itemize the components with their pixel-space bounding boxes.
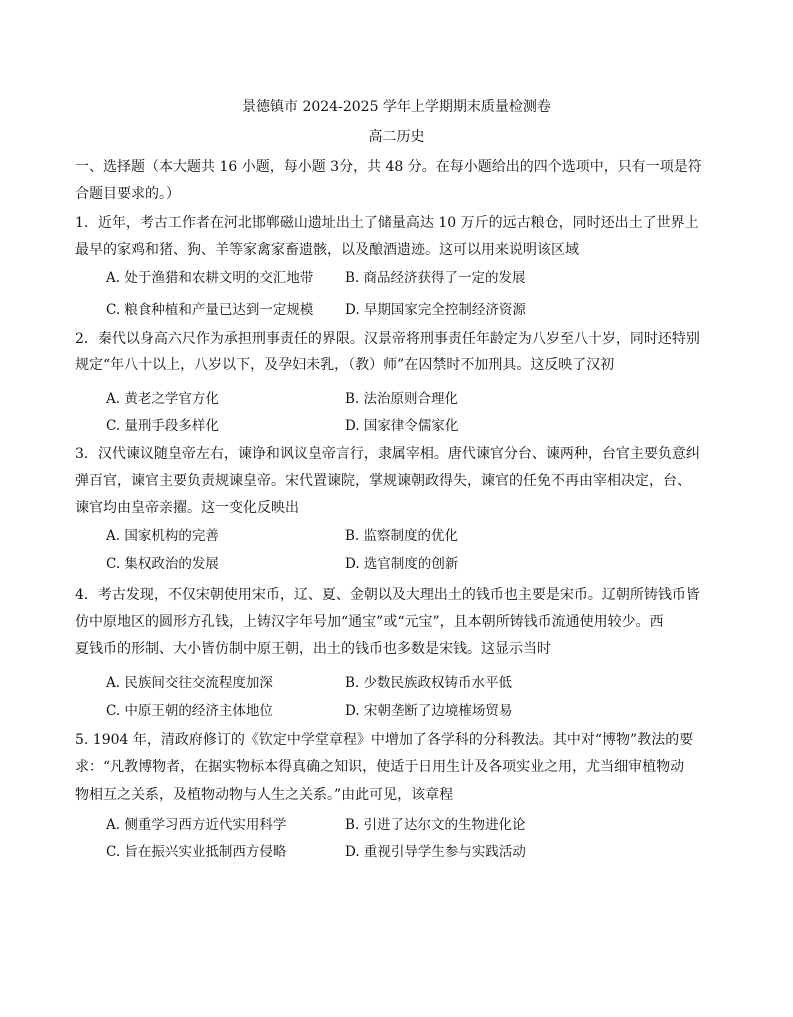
question-5-text: 5. 1904 年，清政府修订的《钦定中学堂章程》中增加了各学科的分科教法。其中对“博物”教法的要 — [75, 732, 694, 748]
question-5-option-c: C. 旨在振兴实业抵制西方侵略 — [106, 844, 287, 860]
question-2-option-a: A. 黄老之学官方化 — [106, 391, 219, 407]
question-4-text: 夏钱币的形制、大小皆仿制中原王朝，出土的钱币也多数是宋钱。这显示当时 — [75, 641, 551, 657]
question-1-option-a: A. 处于渔猎和农耕文明的交汇地带 — [106, 270, 314, 286]
question-3-text: 3．汉代谏议随皇帝左右，谏诤和讽议皇帝言行，隶属宰相。唐代谏官分台、谏两种，台官主要负意纠 — [75, 446, 700, 462]
question-3-option-a: A. 国家机构的完善 — [106, 528, 219, 544]
question-5-text: 求：“凡教博物者，在据实物标本得真确之知识，使适于日用生计及各项实业之用，尤当细审植物动 — [75, 759, 685, 775]
question-1-text: 1．近年，考古工作者在河北邯郸磁山遗址出土了储量高达 10 万斤的远古粮仓，同时还出土了世界上 — [75, 215, 699, 231]
question-4-option-d: D. 宋朝垄断了边境榷场贸易 — [345, 703, 513, 719]
question-2-text: 2．秦代以身高六尺作为承担刑事责任的界限。汉景帝将刑事责任年龄定为八岁至八十岁，同时还特别 — [75, 331, 700, 347]
question-4-option-a: A. 民族间交往交流程度加深 — [106, 675, 273, 691]
question-2-option-d: D. 国家律令儒家化 — [345, 418, 459, 434]
question-2-option-b: B. 法治原则合理化 — [345, 391, 459, 407]
question-1-option-c: C. 粮食种植和产量已达到一定规模 — [106, 302, 314, 318]
exam-title: 景德镇市 2024-2025 学年上学期期末质量检测卷 — [242, 99, 551, 115]
question-2-text: 规定“年八十以上，八岁以下，及孕妇未乳，（教）师”在囚禁时不加刑具。这反映了汉初 — [75, 357, 615, 373]
exam-subject: 高二历史 — [368, 129, 425, 145]
question-1-option-d: D. 早期国家完全控制经济资源 — [345, 302, 526, 318]
question-1-option-b: B. 商品经济获得了一定的发展 — [345, 270, 526, 286]
section-heading-line: 一、选择题（本大题共 16 小题，每小题 3分，共 48 分。在每小题给出的四个选项中，只有一项是符 — [75, 159, 702, 175]
question-1-text: 最早的家鸡和猪、狗、羊等家禽家畜遗骸，以及酿酒遗迹。这可以用来说明该区域 — [75, 242, 579, 258]
section-heading-line: 合题目要求的。） — [75, 186, 180, 202]
question-3-option-b: B. 监察制度的优化 — [345, 528, 459, 544]
question-3-text: 弹百官，谏官主要负责规谏皇帝。宋代置谏院，掌规谏朝政得失，谏官的任免不再由宰相决定，台、 — [75, 473, 691, 489]
question-3-text: 谏官均由皇帝亲擢。这一变化反映出 — [75, 500, 299, 516]
question-3-option-c: C. 集权政治的发展 — [106, 556, 219, 572]
question-3-option-d: D. 选官制度的创新 — [345, 556, 459, 572]
question-5-option-a: A. 侧重学习西方近代实用科学 — [106, 817, 287, 833]
question-2-option-c: C. 量刑手段多样化 — [106, 418, 219, 434]
question-4-option-b: B. 少数民族政权铸币水平低 — [345, 675, 513, 691]
question-4-option-c: C. 中原王朝的经济主体地位 — [106, 703, 273, 719]
question-4-text: 仿中原地区的圆形方孔钱，上铸汉字年号加“通宝”或“元宝”，且本朝所铸钱币流通使用较少。西 — [75, 614, 664, 630]
question-5-option-b: B. 引进了达尔文的生物进化论 — [345, 817, 526, 833]
question-4-text: 4．考古发现，不仅宋朝使用宋币，辽、夏、金朝以及大理出土的钱币也主要是宋币。辽朝所铸钱币皆 — [75, 587, 700, 603]
question-5-text: 物相互之关系，及植物动物与人生之关系。”由此可见，该章程 — [75, 787, 454, 803]
question-5-option-d: D. 重视引导学生参与实践活动 — [345, 844, 526, 860]
